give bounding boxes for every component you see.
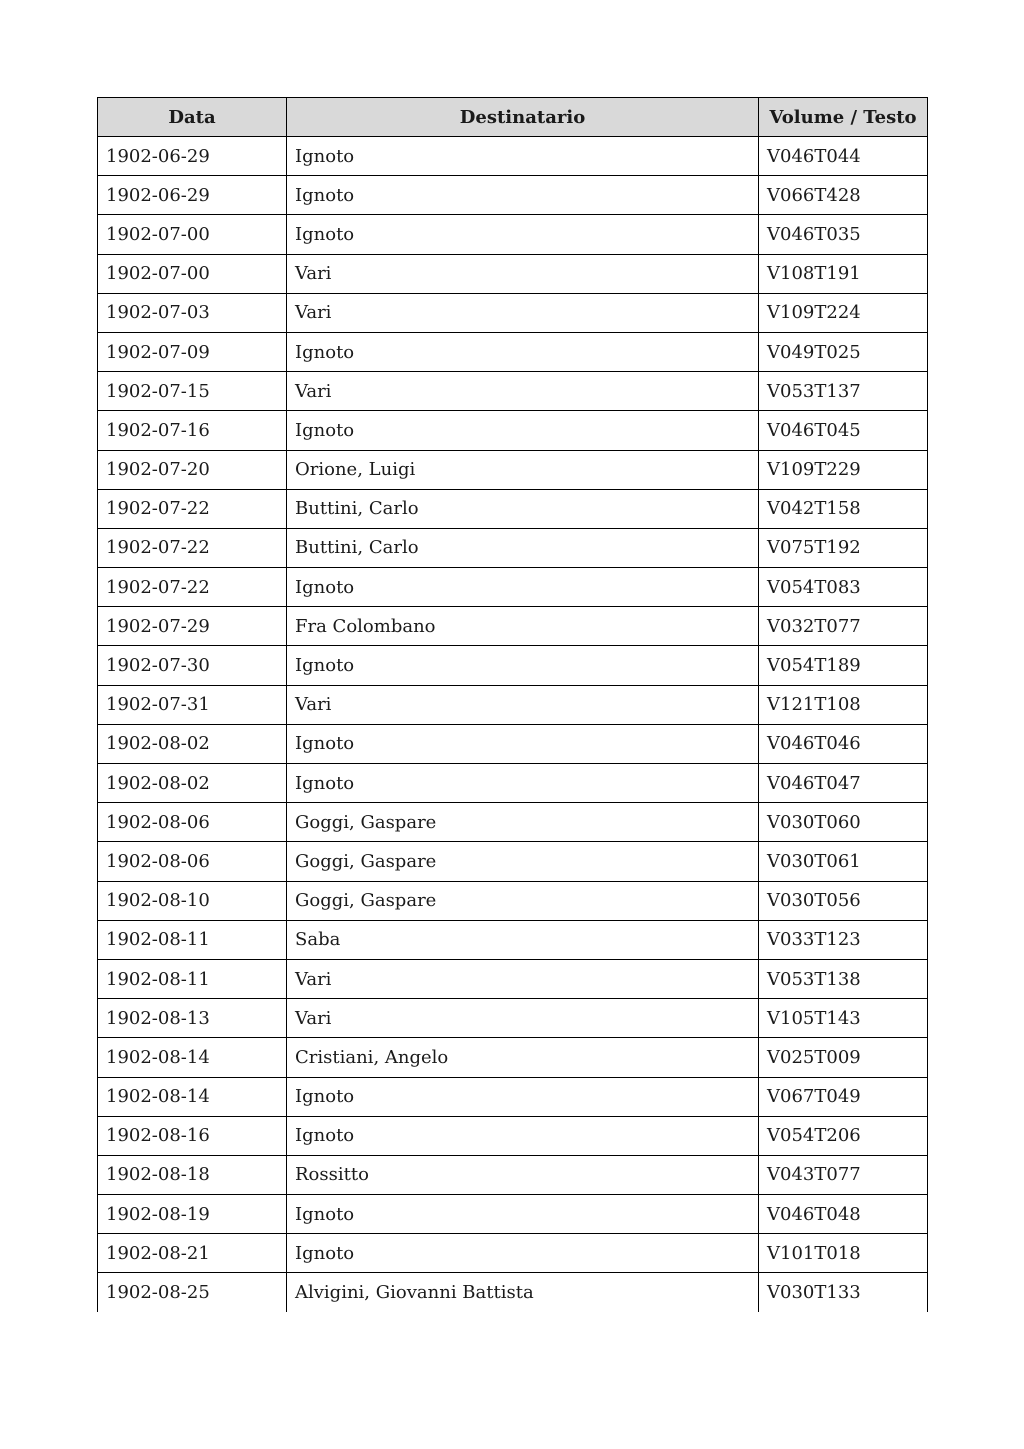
cell-date: 1902-07-22: [98, 568, 287, 607]
cell-recipient: Ignoto: [287, 1116, 759, 1155]
table-row: [98, 1273, 928, 1312]
cell-date: 1902-08-02: [98, 724, 287, 763]
cell-recipient: Goggi, Gaspare: [287, 803, 759, 842]
cell-recipient: Vari: [287, 959, 759, 998]
cell-volume: V105T143: [759, 999, 928, 1038]
cell-date: 1902-07-30: [98, 646, 287, 685]
table-row: [98, 176, 928, 215]
cell-volume: V046T047: [759, 764, 928, 803]
cell-recipient: Ignoto: [287, 764, 759, 803]
cell-recipient: Ignoto: [287, 332, 759, 371]
cell-recipient: Buttini, Carlo: [287, 528, 759, 567]
table-row: [98, 489, 928, 528]
table-row: [98, 685, 928, 724]
table-row: [98, 1195, 928, 1234]
cell-volume: V049T025: [759, 332, 928, 371]
cell-volume: V042T158: [759, 489, 928, 528]
table-row: [98, 881, 928, 920]
table-row: [98, 724, 928, 763]
cell-volume: V030T060: [759, 803, 928, 842]
cell-date: 1902-08-25: [98, 1273, 287, 1312]
cell-date: 1902-08-11: [98, 959, 287, 998]
header-recipient: Destinatario: [287, 98, 759, 137]
cell-volume: V046T048: [759, 1195, 928, 1234]
table-row: [98, 764, 928, 803]
cell-volume: V046T046: [759, 724, 928, 763]
header-volume: Volume / Testo: [759, 98, 928, 137]
table-row: [98, 842, 928, 881]
cell-recipient: Saba: [287, 920, 759, 959]
cell-date: 1902-08-06: [98, 803, 287, 842]
cell-volume: V054T206: [759, 1116, 928, 1155]
cell-volume: V066T428: [759, 176, 928, 215]
cell-volume: V053T138: [759, 959, 928, 998]
cell-date: 1902-07-22: [98, 489, 287, 528]
cell-volume: V030T056: [759, 881, 928, 920]
table-row: [98, 332, 928, 371]
cell-recipient: Ignoto: [287, 568, 759, 607]
cell-recipient: Vari: [287, 999, 759, 1038]
cell-date: 1902-07-03: [98, 293, 287, 332]
cell-date: 1902-08-10: [98, 881, 287, 920]
cell-recipient: Ignoto: [287, 1195, 759, 1234]
table-header-row: [98, 98, 928, 137]
table-row: [98, 254, 928, 293]
table-row: [98, 528, 928, 567]
table-row: [98, 1234, 928, 1273]
table-row: [98, 450, 928, 489]
cell-recipient: Goggi, Gaspare: [287, 842, 759, 881]
cell-volume: V046T044: [759, 137, 928, 176]
cell-recipient: Ignoto: [287, 646, 759, 685]
cell-date: 1902-08-13: [98, 999, 287, 1038]
table-row: [98, 1038, 928, 1077]
cell-recipient: Vari: [287, 293, 759, 332]
cell-date: 1902-08-11: [98, 920, 287, 959]
cell-volume: V109T224: [759, 293, 928, 332]
table-row: [98, 137, 928, 176]
cell-volume: V054T189: [759, 646, 928, 685]
cell-recipient: Fra Colombano: [287, 607, 759, 646]
table-row: [98, 646, 928, 685]
table-body: [98, 137, 928, 1313]
cell-recipient: Ignoto: [287, 1234, 759, 1273]
cell-volume: V046T035: [759, 215, 928, 254]
cell-recipient: Rossitto: [287, 1155, 759, 1194]
cell-volume: V030T133: [759, 1273, 928, 1312]
cell-date: 1902-07-00: [98, 254, 287, 293]
cell-recipient: Vari: [287, 254, 759, 293]
cell-recipient: Ignoto: [287, 411, 759, 450]
cell-date: 1902-07-20: [98, 450, 287, 489]
cell-recipient: Ignoto: [287, 137, 759, 176]
cell-recipient: Vari: [287, 685, 759, 724]
table-row: [98, 1155, 928, 1194]
cell-volume: V101T018: [759, 1234, 928, 1273]
table-row: [98, 372, 928, 411]
cell-date: 1902-07-29: [98, 607, 287, 646]
cell-date: 1902-08-19: [98, 1195, 287, 1234]
cell-volume: V121T108: [759, 685, 928, 724]
cell-date: 1902-08-14: [98, 1077, 287, 1116]
cell-recipient: Alvigini, Giovanni Battista: [287, 1273, 759, 1312]
cell-recipient: Ignoto: [287, 215, 759, 254]
cell-date: 1902-07-09: [98, 332, 287, 371]
cell-date: 1902-08-21: [98, 1234, 287, 1273]
table-row: [98, 215, 928, 254]
table-row: [98, 607, 928, 646]
cell-volume: V025T009: [759, 1038, 928, 1077]
cell-volume: V032T077: [759, 607, 928, 646]
cell-recipient: Goggi, Gaspare: [287, 881, 759, 920]
cell-date: 1902-07-00: [98, 215, 287, 254]
cell-volume: V067T049: [759, 1077, 928, 1116]
table-row: [98, 999, 928, 1038]
table-row: [98, 293, 928, 332]
table-row: [98, 411, 928, 450]
cell-volume: V109T229: [759, 450, 928, 489]
table-row: [98, 1077, 928, 1116]
table-row: [98, 1116, 928, 1155]
header-date: Data: [98, 98, 287, 137]
cell-date: 1902-07-15: [98, 372, 287, 411]
cell-volume: V053T137: [759, 372, 928, 411]
cell-date: 1902-07-22: [98, 528, 287, 567]
cell-recipient: Cristiani, Angelo: [287, 1038, 759, 1077]
cell-date: 1902-08-18: [98, 1155, 287, 1194]
cell-date: 1902-08-14: [98, 1038, 287, 1077]
cell-recipient: Ignoto: [287, 176, 759, 215]
cell-recipient: Ignoto: [287, 1077, 759, 1116]
cell-date: 1902-07-16: [98, 411, 287, 450]
cell-date: 1902-08-02: [98, 764, 287, 803]
cell-volume: V054T083: [759, 568, 928, 607]
letters-table: [97, 97, 928, 1312]
cell-date: 1902-07-31: [98, 685, 287, 724]
cell-volume: V075T192: [759, 528, 928, 567]
document-page: [97, 97, 927, 1312]
cell-recipient: Ignoto: [287, 724, 759, 763]
cell-recipient: Vari: [287, 372, 759, 411]
cell-date: 1902-08-16: [98, 1116, 287, 1155]
table-row: [98, 803, 928, 842]
cell-volume: V108T191: [759, 254, 928, 293]
cell-date: 1902-06-29: [98, 137, 287, 176]
table-row: [98, 920, 928, 959]
cell-recipient: Buttini, Carlo: [287, 489, 759, 528]
table-row: [98, 959, 928, 998]
cell-volume: V033T123: [759, 920, 928, 959]
cell-volume: V046T045: [759, 411, 928, 450]
cell-date: 1902-06-29: [98, 176, 287, 215]
cell-date: 1902-08-06: [98, 842, 287, 881]
cell-volume: V030T061: [759, 842, 928, 881]
cell-recipient: Orione, Luigi: [287, 450, 759, 489]
table-row: [98, 568, 928, 607]
cell-volume: V043T077: [759, 1155, 928, 1194]
